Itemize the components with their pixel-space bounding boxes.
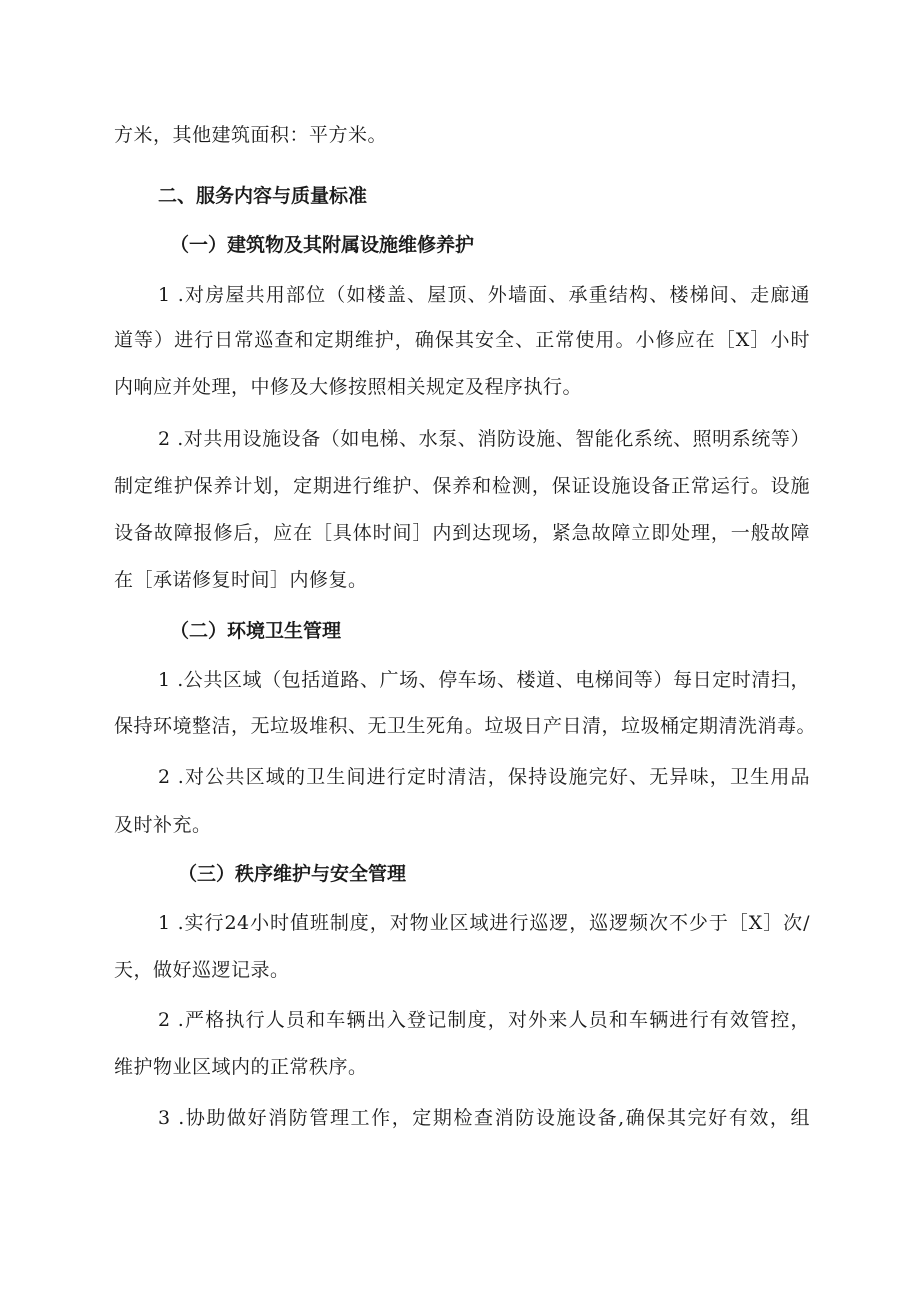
sub1-item2-line4: 在［承诺修复时间］内修复。 [114,569,368,591]
sub3-item1-line1: 1 .实行24小时值班制度，对物业区域进行巡逻，巡逻频次不少于［X］次/ [158,912,810,934]
sub1-item1-line2: 道等）进行日常巡查和定期维护，确保其安全、正常使用。小修应在［X］小时 [114,329,810,351]
sub1-item2-line3: 设备故障报修后，应在［具体时间］内到达现场，紧急故障立即处理，一般故障 [114,522,810,544]
sub2-item1-line1: 1 .公共区域（包括道路、广场、停车场、楼道、电梯间等）每日定时清扫， [158,669,810,691]
section-title: 二、服务内容与质量标准 [158,185,368,207]
sub1-item2-line1: 2 .对共用设施设备（如电梯、水泵、消防设施、智能化系统、照明系统等） [158,428,810,450]
sub1-item1-line1: 1 .对房屋共用部位（如楼盖、屋顶、外墙面、承重结构、楼梯间、走廊通 [158,284,810,306]
sub3-item1-line2: 天，做好巡逻记录。 [114,959,290,981]
sub2-item2-line1: 2 .对公共区域的卫生间进行定时清洁，保持设施完好、无异味，卫生用品 [158,766,810,788]
intro-line: 方米，其他建筑面积：平方米。 [114,124,388,146]
sub3-item3-line1: 3 .协助做好消防管理工作，定期检查消防设施设备,确保其完好有效，组 [158,1107,810,1129]
sub3-item2-line1: 2 .严格执行人员和车辆出入登记制度，对外来人员和车辆进行有效管控， [158,1009,810,1031]
sub3-item2-line2: 维护物业区域内的正常秩序。 [114,1056,368,1078]
sub1-item2-line2: 制定维护保养计划，定期进行维护、保养和检测，保证设施设备正常运行。设施 [114,475,810,497]
sub2-item2-line2: 及时补充。 [114,814,212,836]
subsection-title-3: （三）秩序维护与安全管理 [178,863,407,885]
sub2-item1-line2: 保持环境整洁，无垃圾堆积、无卫生死角。垃圾日产日清，垃圾桶定期清洗消毒。 [114,715,817,737]
subsection-title-2: （二）环境卫生管理 [170,620,342,642]
subsection-title-1: （一）建筑物及其附属设施维修养护 [170,234,475,256]
sub1-item1-line3: 内响应并处理，中修及大修按照相关规定及程序执行。 [114,376,583,398]
